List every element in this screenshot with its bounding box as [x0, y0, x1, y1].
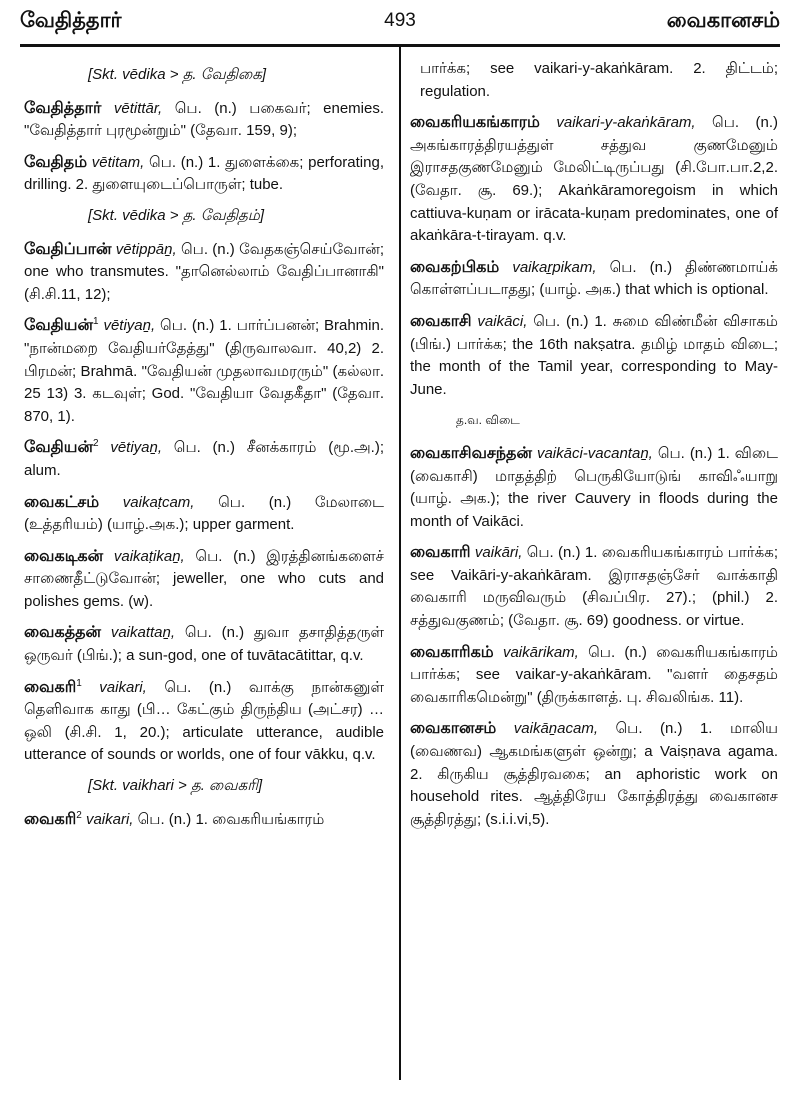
entry — [410, 641, 778, 710]
headword: வைகற்பிகம் — [410, 256, 500, 276]
entry — [24, 676, 384, 767]
definition: பெ. (n.) 1. விடை (வைகாசி) மாதத்திற் பெருகியோடுங் காவிஃயாறு (யாழ். அக.); the river Cauvery in floods during the month of Vaikāci. — [410, 444, 778, 530]
transliteration: vētittār, — [113, 99, 163, 117]
transliteration: vētitam, — [91, 153, 145, 171]
transliteration: vaikaṭcam, — [122, 493, 195, 511]
right-column — [410, 58, 778, 839]
definition: பெ. (n.) சீனக்காரம் (மூ.அ.); alum. — [24, 439, 384, 479]
etymology-note: [Skt. vēdika > த. வேதிகை] — [88, 66, 266, 83]
headword: வைகத்தன் — [24, 622, 102, 642]
entry — [24, 808, 384, 832]
entry — [410, 310, 778, 401]
entry — [410, 256, 778, 302]
transliteration: vētiyaṉ, — [103, 317, 156, 335]
page-header — [20, 4, 780, 44]
entry — [410, 717, 778, 831]
entry — [24, 238, 384, 307]
definition: பெ. (n.) 1. வைகரியங்காரம் — [133, 810, 325, 828]
definition: பெ. (n.) வைகரியகங்காரம் பார்க்க; see vaikar-y-akaṅkāram. "வளர் தைசதம் வைகாரிகமென்று" (திருக்காளத். பு. சிவலிங்க. 11). — [410, 643, 778, 706]
entry — [410, 442, 778, 533]
etymology-note: [Skt. vaikhari > த. வைகரி] — [88, 777, 263, 795]
transliteration: vaikattaṉ, — [110, 624, 176, 642]
headword: வேதியன் — [24, 437, 94, 457]
entry — [24, 314, 384, 428]
transliteration: vētiyaṉ, — [110, 439, 163, 457]
entry — [24, 436, 384, 482]
header-left-guideword: வேதித்தார் — [20, 8, 122, 32]
definition: பெ. (n.) 1. பார்ப்பனன்; Brahmin. "நான்மறை வேதியர்தேத்து" (திருவாலவா. 40,2) 2. பிரமன்; Brahmā. "வேதியன் முதலாவமரரும்" (கல்லா. 25 13) 3. கடவுள்; God. "வேதியா வேதகீதா" (தேவா. 870, 1). — [24, 317, 385, 425]
homonym-number: 1 — [93, 316, 99, 328]
headword: வைகாரிகம் — [410, 641, 494, 661]
definition: பெ. (n.) பகைவர்; enemies. "வேதித்தார் புரமூன்றும்" (தேவா. 159, 9); — [24, 99, 384, 140]
homonym-number: 2 — [93, 438, 99, 450]
headword: வேதிதம் — [24, 151, 88, 171]
definition: பெ. (n.) 1. மாலிய (வைணவ) ஆகமங்களுள் ஒன்று; a Vaiṣṇava agama. 2. கிருகிய சூத்திரவகை; an aphoristic work on household rites. ஆத்திரேய கோத்திரத்து வைகானச சூத்திரத்து; (s.i.i.vi,5). — [410, 720, 778, 828]
entry — [410, 111, 778, 248]
etymology-note: [Skt. vēdika > த. வேதிதம்] — [88, 206, 265, 224]
entry — [24, 545, 384, 614]
transliteration: vētippāṉ, — [115, 240, 177, 258]
transliteration: vaikari, — [85, 810, 134, 828]
transliteration: vaikārikam, — [502, 643, 579, 661]
definition: பெ. (n.) மேலாடை (உத்தரியம்) (யாழ்.அக.); upper garment. — [24, 493, 384, 534]
headword: வைகானசம் — [410, 718, 497, 738]
definition: பெ. (n.) வேதகஞ்செய்வோன்; one who transmutes. "தானெல்லாம் வேதிப்பானாகி" (சி.சி.11, 12); — [24, 240, 384, 303]
headword: வைகரி — [24, 808, 77, 828]
transliteration: vaikāci-vacantaṉ, — [536, 444, 653, 462]
headword: வைகரியகங்காரம் — [410, 112, 540, 132]
headword: வைகரி — [24, 676, 77, 696]
definition: பெ. (n.) திண்ணமாய்க் கொள்ளப்படாதது; (யாழ். அக.) that which is optional. — [410, 258, 778, 299]
definition: பெ. (n.) இரத்தினங்களைச் சாணைதீட்டுவோன்; jeweller, one who cuts and polishes gems. (w). — [24, 547, 384, 610]
homonym-number: 1 — [76, 677, 82, 689]
headword: வைகாசி — [410, 310, 472, 330]
transliteration: vaikari-y-akaṅkāram, — [556, 114, 696, 132]
transliteration: vaikāci, — [477, 312, 528, 330]
homonym-number: 2 — [76, 809, 82, 821]
transliteration: vaikaṟpikam, — [512, 258, 597, 276]
definition: பெ. (n.) வாக்கு நான்கனுள் தெளிவாக காது (பி… கேட்கும் திருந்திய (அட்சர) … ஒலி (சி.சி. 1, 20.); articulate utterance, audible utterance of sounds or worlds, one of four vākku, q.v. — [24, 678, 384, 764]
entry — [24, 97, 384, 143]
headword: வைகட்சம் — [24, 491, 100, 511]
page-number: 493 — [384, 10, 416, 31]
transliteration: vaikaṭikaṉ, — [113, 547, 185, 565]
entry — [410, 541, 778, 632]
entry — [24, 621, 384, 667]
transliteration: vaikāṉacam, — [513, 720, 598, 738]
headword: வேதியன் — [24, 315, 94, 335]
entry — [24, 151, 384, 197]
left-column — [24, 58, 384, 839]
column-divider — [399, 47, 401, 1080]
header-right-guideword: வைகானசம் — [666, 8, 780, 32]
entry — [24, 491, 384, 537]
headword: வேதித்தார் — [24, 97, 102, 117]
definition: பெ. (n.) 1. சுமை விண்மீன் விசாகம் (பிங்.) பார்க்க; the 16th nakṣatra. தமிழ் மாதம் விடை; the month of the Tamil year, corresponding to May-June. — [410, 312, 778, 398]
definition: பெ. (n.) 1. துளைக்கை; perforating, drilling. 2. துளையுடைப்பொருள்; tube. — [24, 153, 384, 194]
definition: பெ. (n.) துவா தசாதித்தருள் ஒருவர் (பிங்.); a sun-god, one of tuvātacātittar, q.v. — [24, 624, 385, 665]
transliteration: vaikāri, — [474, 544, 523, 562]
tamil-equivalent-note: த.வ. விடை — [456, 413, 520, 428]
entry-continuation: பார்க்க; see vaikari-y-akaṅkāram. 2. திட்டம்; regulation. — [420, 60, 778, 100]
definition: பெ. (n.) 1. வைகரியகங்காரம் பார்க்க; see Vaikāri-y-akaṅkāram. இராசதஞ்சேர் வாக்காதி வைகாரி மருவிவரும் (சிவப்பிர. 27).; (phil.) 2. சத்துவகுணம்; (வேதா. சூ. 69) goodness. or virtue. — [410, 544, 778, 630]
headword: வைகாசிவசந்தன் — [410, 442, 532, 462]
definition: பெ. (n.) அகங்காரத்திரயத்துள் சத்துவ குணமேனும் இராசதகுணமேனும் மேலிட்டிருப்பது (சி.போ.பா.2,2. (வேதா. சூ. 69.); Akaṅkāramoregoism in which cattiuva-kuṇam or irācata-kuṇam predominates, one of akaṅkāra-t-tirayam. q.v. — [410, 114, 779, 245]
headword: வேதிப்பான் — [24, 238, 112, 258]
headword: வைகடிகன் — [24, 545, 104, 565]
transliteration: vaikari, — [99, 678, 147, 696]
headword: வைகாரி — [410, 542, 471, 562]
